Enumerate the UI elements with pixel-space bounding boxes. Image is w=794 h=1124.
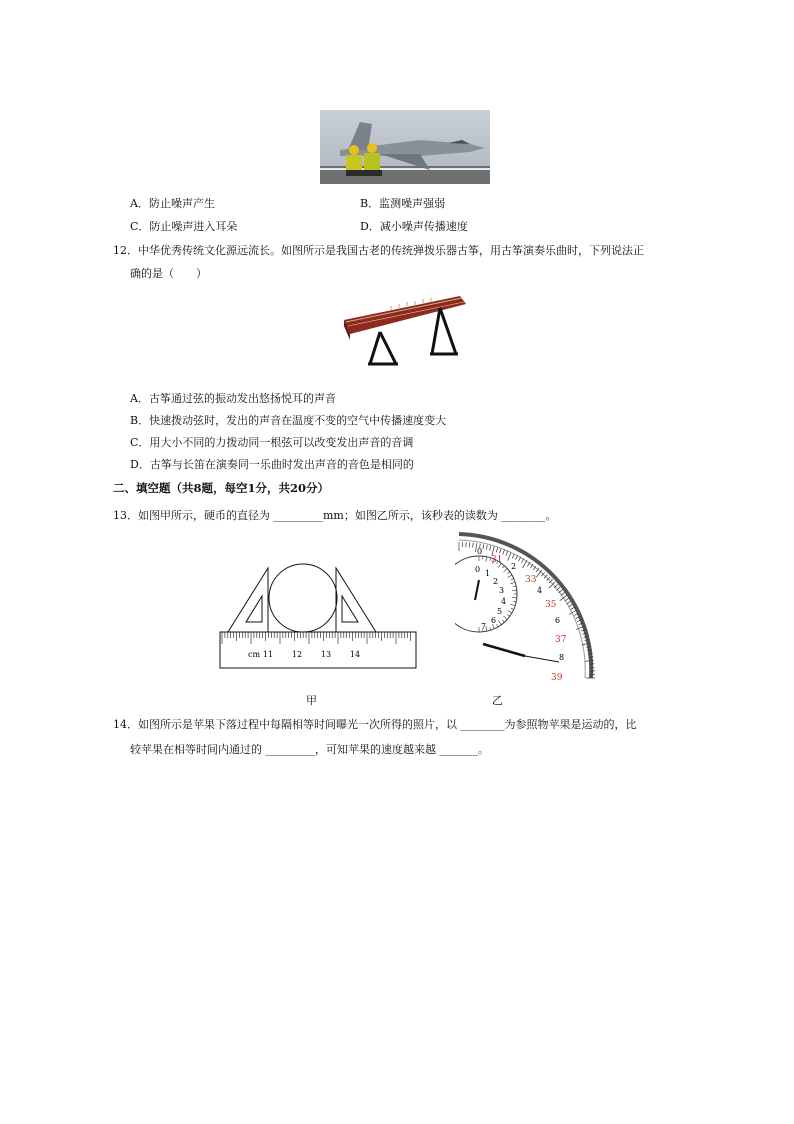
caption-yi: 乙	[492, 694, 503, 707]
inner-dial-tick	[508, 611, 512, 614]
inner-dial-tick	[490, 627, 491, 630]
inner-dial-tick	[513, 601, 516, 602]
q11-option-a: A．防止噪声产生	[130, 197, 215, 210]
section-title: 二、填空题（共8题，每空1分，共20分）	[113, 481, 330, 495]
q12-stem-line2: 确的是（ ）	[130, 267, 207, 280]
outer-dial-tick	[490, 546, 491, 551]
inner-dial-tick	[510, 582, 515, 584]
outer-dial-red-label: 33	[525, 575, 537, 585]
guzheng-photo	[340, 288, 470, 368]
q12-option-b: B．快速拨动弦时，发出的声音在温度不变的空气中传播速度变大	[130, 414, 447, 427]
inner-dial-tick	[498, 621, 501, 625]
inner-dial-label: 0	[475, 565, 481, 574]
inner-dial-tick	[510, 604, 515, 606]
q11-option-d: D．减小噪声传播速度	[360, 220, 468, 233]
inner-dial-label: 4	[501, 597, 507, 606]
stopwatch-figure	[455, 530, 595, 685]
ruler-label: 11	[262, 650, 274, 659]
outer-dial-label: 2	[511, 562, 517, 571]
outer-dial-red-label: 35	[545, 600, 557, 610]
q11-option-b: B．监测噪声强弱	[360, 197, 446, 210]
outer-dial-tick	[503, 550, 505, 555]
inner-dial-tick	[502, 620, 504, 622]
outer-dial-red-label: 31	[491, 555, 503, 565]
outer-dial-tick	[483, 544, 484, 549]
inner-dial-tick	[507, 615, 509, 617]
outer-dial-tick	[499, 549, 501, 554]
ruler-unit: cm	[248, 650, 261, 659]
q14-line1: 14．如图所示是苹果下落过程中每隔相等时间曝光一次所得的照片，以 ________为参照物苹果是运动的，比	[113, 718, 637, 731]
outer-dial-tick	[560, 595, 567, 600]
q14-line2: 较苹果在相等时间内通过的 _________，可知苹果的速度越来越 _______。	[130, 743, 489, 756]
outer-dial-tick	[508, 552, 511, 560]
q13-stem: 13．如图甲所示，硬币的直径为 _________mm；如图乙所示，该秒表的读数为 ________。	[113, 509, 557, 522]
inner-dial-tick	[508, 575, 512, 578]
outer-dial-tick	[565, 598, 569, 601]
outer-dial-red-label: 39	[551, 673, 563, 683]
inner-dial-label: 7	[481, 622, 487, 631]
outer-dial-tick	[569, 604, 573, 607]
outer-dial-tick	[496, 548, 497, 553]
outer-dial-red-label: 37	[555, 635, 567, 645]
outer-dial-label: 6	[555, 616, 561, 625]
inner-dial-label: 1	[485, 569, 491, 578]
outer-dial-tick	[567, 601, 571, 604]
ruler-label: 12	[291, 650, 303, 659]
inner-dial-label: 3	[499, 586, 505, 595]
inner-dial-label: 5	[497, 607, 503, 616]
outer-dial-label: 4	[537, 586, 543, 595]
q12-option-c: C．用大小不同的力拨动同一根弦可以改变发出声音的音调	[130, 436, 414, 449]
inner-dial-tick	[504, 616, 508, 619]
inner-dial-tick	[504, 569, 508, 572]
ruler-label: 14	[349, 650, 361, 659]
q12-option-a: A．古筝通过弦的振动发出悠扬悦耳的声音	[130, 392, 336, 405]
q12-option-d: D．古筝与长笛在演奏同一乐曲时发出声音的音色是相同的	[130, 458, 414, 471]
q12-stem-line1: 12．中华优秀传统文化源远流长。如图所示是我国古老的传统弹拨乐器古筝，用古筝演奏乐曲时，下列说法正	[113, 244, 644, 257]
outer-dial-label: 0	[477, 547, 483, 556]
outer-dial-tick	[523, 560, 528, 568]
inner-dial-tick	[497, 624, 499, 627]
inner-dial-tick	[511, 608, 514, 609]
outer-dial-label: 8	[559, 653, 565, 662]
q11-option-c: C．防止噪声进入耳朵	[130, 220, 238, 233]
inner-dial-tick	[511, 579, 514, 580]
inner-dial-label: 2	[493, 577, 499, 586]
outer-dial-tick	[512, 554, 514, 559]
caption-jia: 甲	[306, 694, 317, 707]
jet-photo	[320, 110, 490, 184]
outer-dial-tick	[506, 551, 508, 556]
outer-dial-tick	[473, 543, 474, 548]
inner-dial-tick	[502, 566, 504, 568]
outer-dial-tick	[486, 545, 487, 550]
ruler-label: 13	[320, 650, 332, 659]
inner-dial-tick	[507, 572, 509, 574]
inner-dial-tick	[513, 586, 516, 587]
inner-dial-tick	[512, 597, 517, 598]
inner-dial-label: 6	[491, 616, 497, 625]
ruler-coin-figure	[218, 560, 418, 670]
inner-dial-tick	[486, 557, 487, 562]
outer-dial-tick	[515, 555, 517, 560]
inner-dial-tick	[512, 590, 517, 591]
